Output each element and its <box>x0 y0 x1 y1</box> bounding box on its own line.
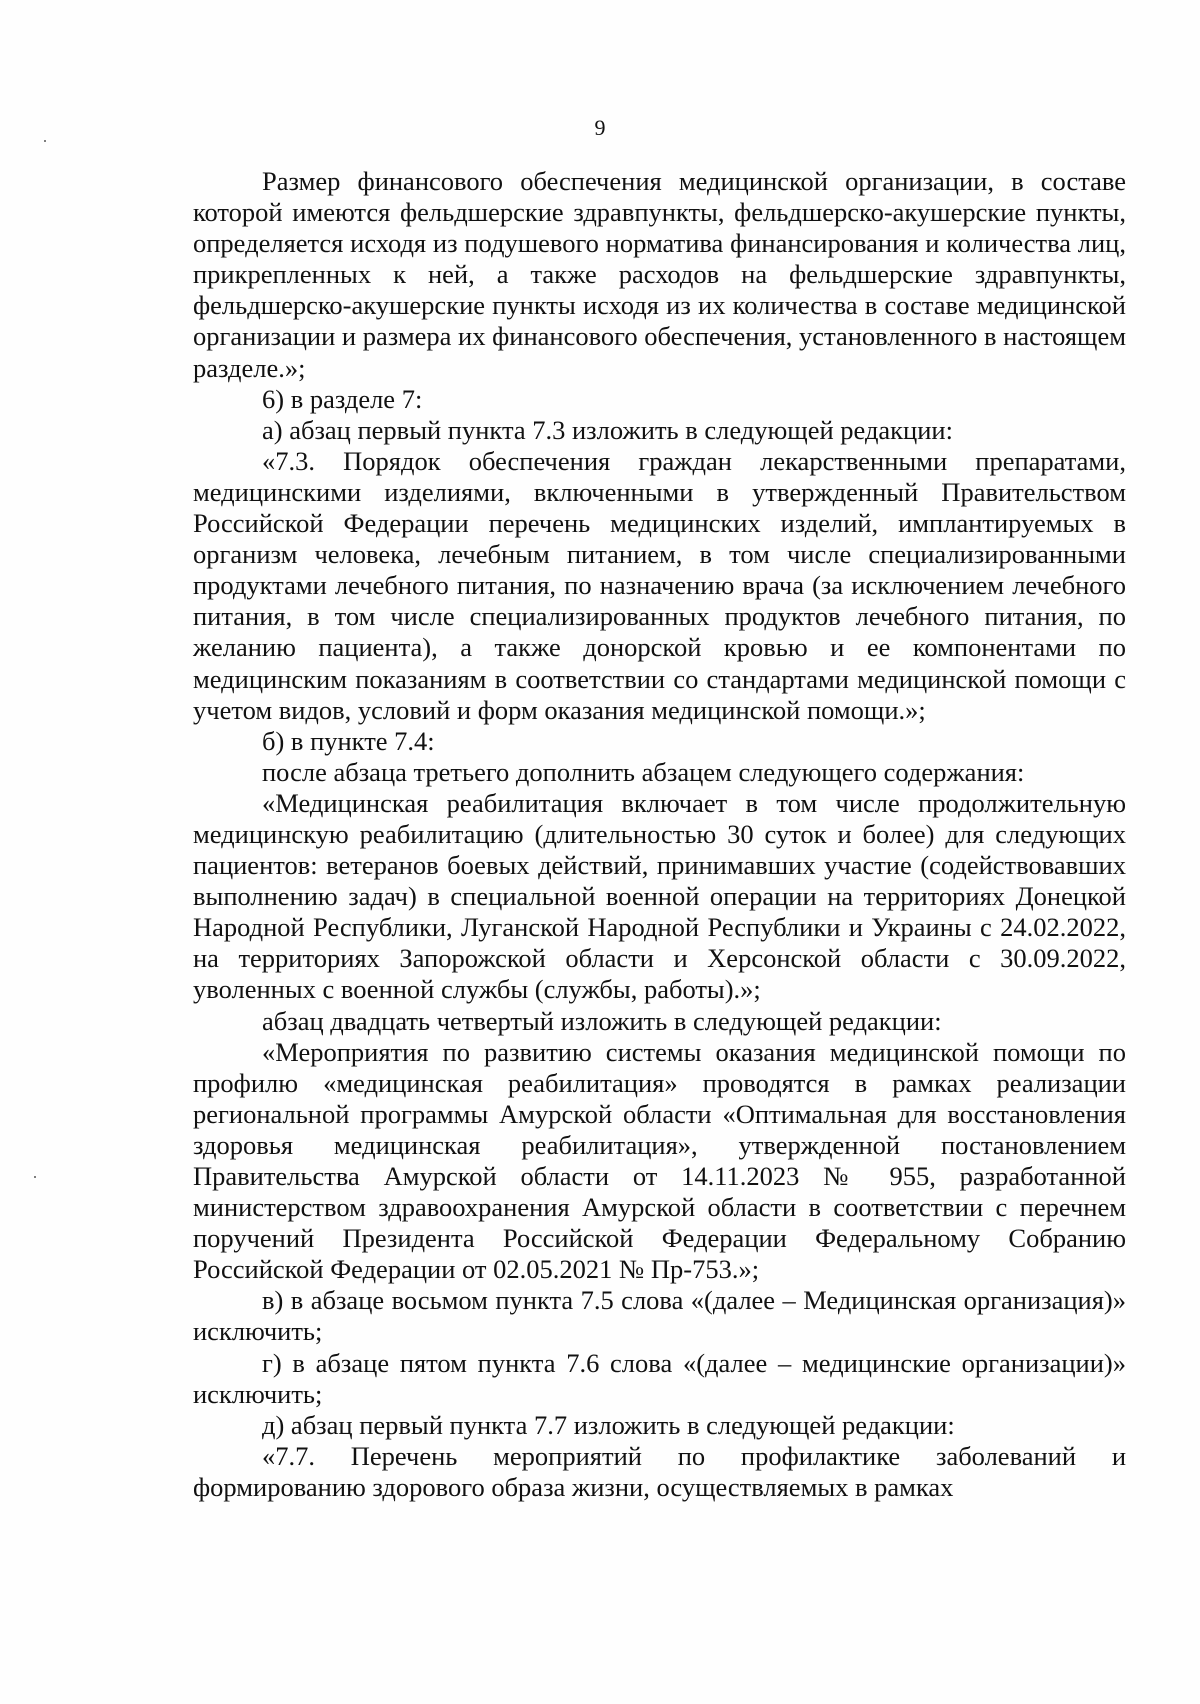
paragraph: г) в абзаце пятом пункта 7.6 слова «(далее – медицинские организации)» исключить; <box>193 1347 1126 1409</box>
paragraph: «Медицинская реабилитация включает в том числе продолжительную медицинскую реабилитацию (длительностью 30 суток и более) для следующих пациентов: ветеранов боевых действий, принимавших участие (содействовавших выполнению задач) в специальной военной операции на территориях Донецкой Народной Республики, Луганской Народной Республики и Украины с 24.02.2022, на территориях Запорожской области и Херсонской области с 30.09.2022, уволенных с военной службы (службы, работы).»; <box>193 787 1126 1005</box>
paragraph: «7.7. Перечень мероприятий по профилактике заболеваний и формированию здорового образа жизни, осуществляемых в рамках <box>193 1440 1126 1502</box>
paragraph: Размер финансового обеспечения медицинской организации, в составе которой имеются фельдшерские здравпункты, фельдшерско-акушерские пункты, определяется исходя из подушевого норматива финансирования и количества лиц, прикрепленных к ней, а также расходов на фельдшерские здравпункты, фельдшерско-акушерские пункты исходя из их количества в составе медицинской организации и размера их финансового обеспечения, установленного в настоящем разделе.»; <box>193 166 1126 383</box>
paragraph: б) в пункте 7.4: <box>262 725 435 756</box>
paragraph: «Мероприятия по развитию системы оказания медицинской помощи по профилю «медицинская реабилитация» проводятся в рамках реализации региональной программы Амурской области «Оптимальная для восстановления здоровья медицинская реабилитация», утвержденной постановлением Правительства Амурской области от 14.11.2023 № 955, разработанной министерством здравоохранения Амурской области в соответствии с перечнем поручений Президента Российской Федерации Федеральному Собранию Российской Федерации от 02.05.2021 № Пр-753.»; <box>193 1036 1126 1285</box>
paragraph: д) абзац первый пункта 7.7 изложить в следующей редакции: <box>262 1409 955 1440</box>
paragraph: «7.3. Порядок обеспечения граждан лекарственными препаратами, медицинскими изделиями, включенными в утвержденный Правительством Российской Федерации перечень медицинских изделий, имплантируемых в организм человека, лечебным питанием, в том числе специализированными продуктами лечебного питания, по назначению врача (за исключением лечебного питания, в том числе специализированных продуктов лечебного питания, по желанию пациента), а также донорской кровью и ее компонентами по медицинским показаниям в соответствии со стандартами медицинской помощи с учетом видов, условий и форм оказания медицинской помощи.»; <box>193 445 1126 725</box>
scan-speck <box>34 1176 36 1178</box>
paragraph: абзац двадцать четвертый изложить в следующей редакции: <box>262 1005 942 1036</box>
paragraph: 6) в разделе 7: <box>262 383 423 414</box>
page-number: 9 <box>594 115 606 140</box>
paragraph: после абзаца третьего дополнить абзацем следующего содержания: <box>262 756 1025 787</box>
paragraph: в) в абзаце восьмом пункта 7.5 слова «(далее – Медицинская организация)» исключить; <box>193 1285 1126 1347</box>
document-body <box>193 166 1126 1503</box>
paragraph: а) абзац первый пункта 7.3 изложить в следующей редакции: <box>262 414 953 445</box>
